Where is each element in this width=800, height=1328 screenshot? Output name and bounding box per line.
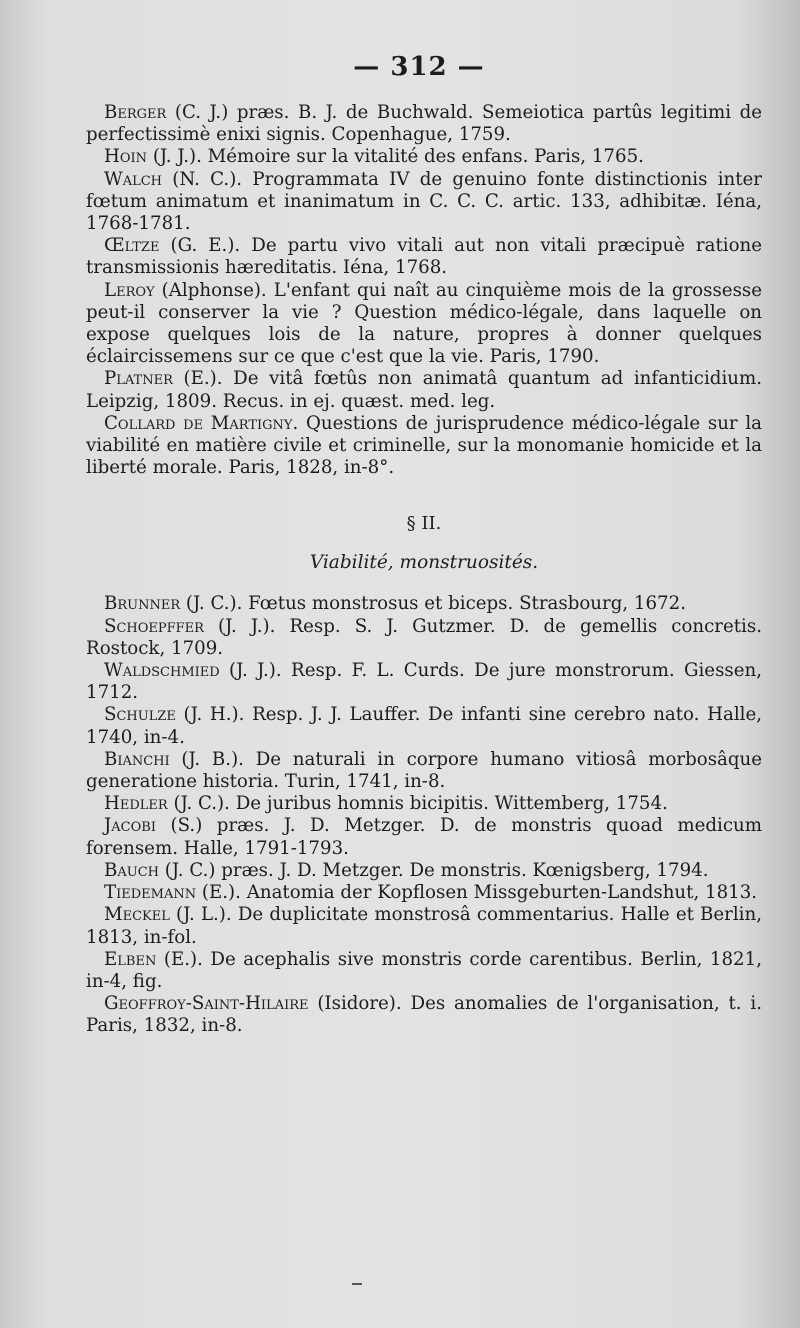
- entry-author: Berger: [104, 102, 167, 123]
- entry-author: Meckel: [104, 904, 170, 926]
- entry-text: (Alphonse). L'enfant qui naît au cinquième mois de la grossesse peut-il conserver la vie ? Question médico-légale, dans laquelle on expose quelques lois de la nature, propres à donner quelques éclaircissemens sur ce que c'est que la vie. Paris, 1790.: [86, 279, 762, 368]
- entry-text: (E.). De vitâ fœtûs non animatâ quantum ad infanticidium. Leipzig, 1809. Recus. in ej. quæst. med. leg.: [86, 368, 762, 412]
- bibliography-list-bottom: [86, 593, 762, 1037]
- entry-text: (J. L.). De duplicitate monstrosâ commentarius. Halle et Berlin, 1813, in-fol.: [86, 904, 762, 948]
- entry-text: (E.). Anatomia der Kopflosen Missgeburten-Landshut, 1813.: [196, 882, 758, 904]
- bibliography-entry: [86, 949, 762, 993]
- bibliography-entry: [86, 280, 762, 369]
- entry-author: Hoin: [104, 146, 148, 168]
- bibliography-entry: [86, 368, 762, 412]
- bibliography-entry: [86, 860, 762, 882]
- entry-author: Tiedemann: [104, 882, 197, 904]
- entry-text: (E.). De acephalis sive monstris corde carentibus. Berlin, 1821, in-4, fig.: [86, 948, 762, 992]
- entry-text: (J. J.). Mémoire sur la vitalité des enfans. Paris, 1765.: [147, 146, 644, 168]
- entry-author: Bauch: [104, 859, 159, 881]
- entry-text: (Isidore). Des anomalies de l'organisation, t. i. Paris, 1832, in-8.: [86, 993, 762, 1037]
- entry-text: (J. C.). De juribus homnis bicipitis. Wittemberg, 1754.: [167, 793, 668, 815]
- entry-text: (S.) præs. J. D. Metzger. D. de monstris quoad medicum forensem. Halle, 1791-1793.: [86, 815, 762, 859]
- entry-author: Elben: [104, 948, 157, 970]
- section-title: Viabilité, monstruosités.: [309, 552, 539, 574]
- bibliography-entry: [86, 169, 762, 236]
- entry-author: Brunner: [104, 593, 181, 615]
- entry-author: Œltze: [104, 235, 160, 257]
- entry-text: (G. E.). De partu vivo vitali aut non vitali præcipuè ratione transmissionis hæreditatis. Iéna, 1768.: [86, 235, 762, 279]
- bibliography-entry: [86, 102, 762, 146]
- bibliography-entry: [86, 793, 762, 815]
- entry-author: Bianchi: [104, 748, 170, 770]
- page-number: — 312 —: [353, 52, 485, 82]
- bibliography-entry: [86, 146, 762, 168]
- bibliography-entry: [86, 660, 762, 704]
- bibliography-entry: [86, 616, 762, 660]
- entry-text: (C. J.) præs. B. J. de Buchwald. Semeiotica partûs legitimi de perfectissimè enixi signis. Copenhague, 1759.: [86, 102, 762, 146]
- entry-text: (J. C.) præs. J. D. Metzger. De monstris. Kœnigsberg, 1794.: [159, 859, 709, 881]
- entry-author: Walch: [104, 168, 162, 190]
- bibliography-entry: [86, 815, 762, 859]
- bibliography-entry: [86, 704, 762, 748]
- bibliography-entry: [86, 904, 762, 948]
- bibliography-entry: [86, 413, 762, 480]
- entry-text: (J. C.). Fœtus monstrosus et biceps. Strasbourg, 1672.: [180, 593, 686, 615]
- bibliography-list-top: [86, 102, 762, 479]
- entry-text: (J. B.). De naturali in corpore humano vitiosâ morbosâque generatione historia. Turin, 1741, in-8.: [86, 748, 762, 793]
- entry-text: (J. J.). Resp. F. L. Curds. De jure monstrorum. Giessen, 1712.: [86, 660, 762, 704]
- entry-text: . Questions de jurisprudence médico-légale sur la viabilité en matière civile et criminelle, sur la monomanie homicide et la liberté morale. Paris, 1828, in-8°.: [86, 412, 762, 479]
- entry-author: Platner: [104, 368, 173, 390]
- entry-text: (J. J.). Resp. S. J. Gutzmer. D. de gemellis concretis. Rostock, 1709.: [86, 615, 762, 659]
- entry-author: Schulze: [104, 704, 176, 726]
- entry-author: Schoepffer: [104, 615, 204, 637]
- entry-text: (N. C.). Programmata IV de genuino fonte distinctionis inter fœtum animatum et inanimatum in C. C. C. artic. 133, adhibitæ. Iéna, 1768-1781.: [86, 168, 762, 235]
- bibliography-entry: [86, 235, 762, 279]
- entry-author: Waldschmied: [104, 660, 220, 682]
- entry-author: Jacobi: [104, 815, 156, 837]
- entry-author: Leroy: [104, 279, 155, 301]
- ink-mark: [352, 1283, 362, 1285]
- entry-text: (J. H.). Resp. J. J. Lauffer. De infanti sine cerebro nato. Halle, 1740, in-4.: [86, 704, 762, 748]
- entry-author: Geoffroy-Saint-Hilaire: [104, 993, 309, 1015]
- bibliography-entry: [86, 749, 762, 793]
- bibliography-entry: [86, 993, 762, 1037]
- bibliography-entry: [86, 882, 762, 904]
- bibliography-entry: [86, 593, 762, 615]
- section-number: § II.: [406, 513, 442, 535]
- entry-author: Hedler: [104, 793, 168, 815]
- entry-author: Collard de Martigny: [104, 412, 293, 434]
